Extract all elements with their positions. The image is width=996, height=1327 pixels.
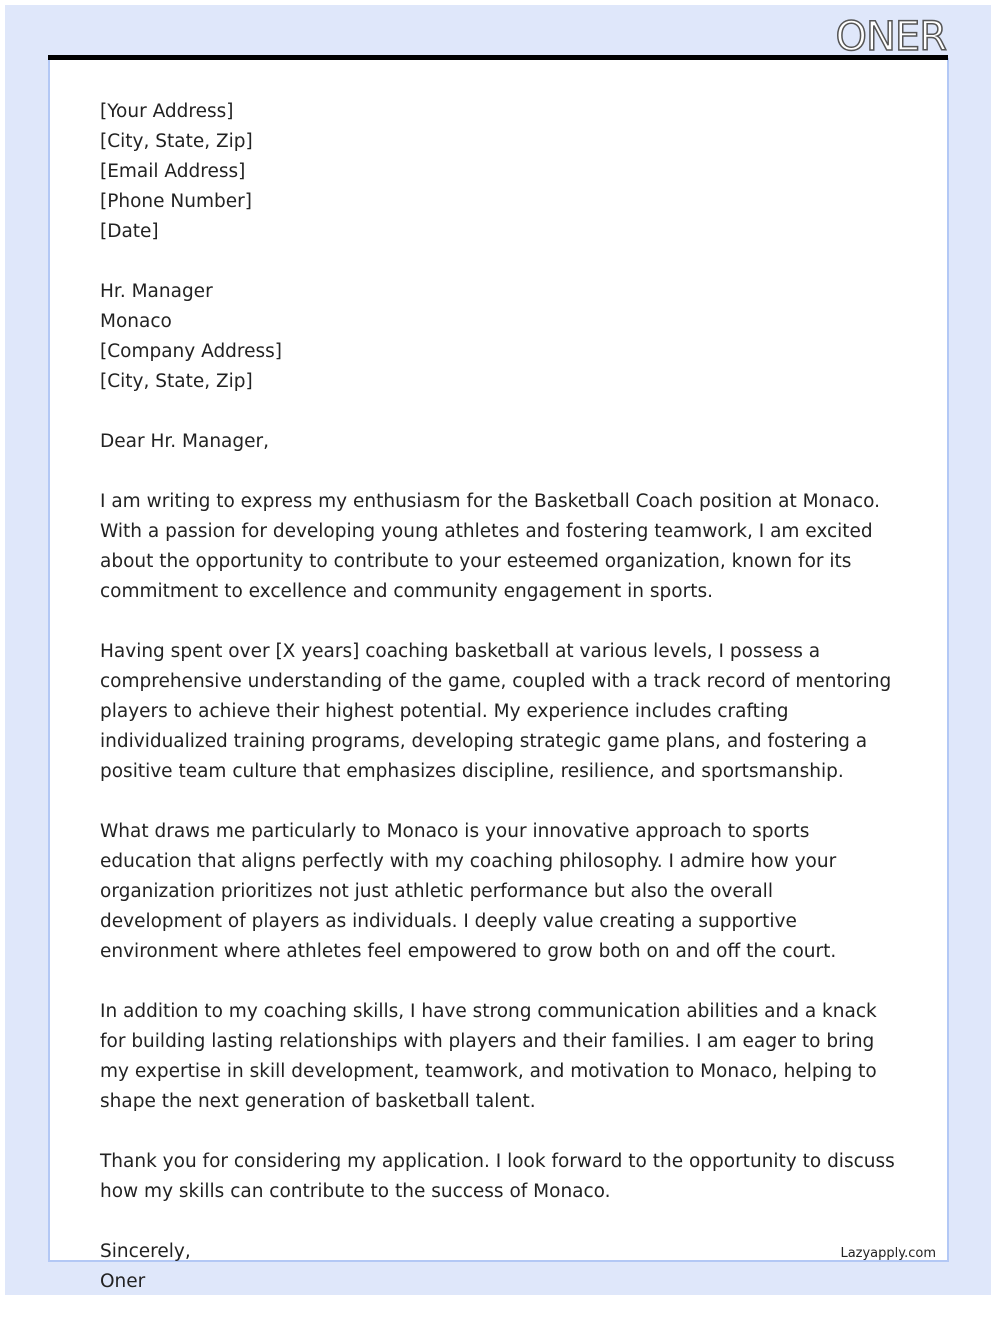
salutation: Dear Hr. Manager, — [100, 431, 270, 452]
sender-email: [Email Address] — [100, 161, 246, 182]
sender-city: [City, State, Zip] — [100, 131, 253, 152]
recipient-address: [Company Address] — [100, 341, 283, 362]
body-paragraph: In addition to my coaching skills, I have strong communication abilities and a knack for building lasting relationships with players and their families. I am eager to bring my expertise in skill development, teamwork, and motivation to Monaco, helping to shape the next generation of basketball talent. — [100, 1001, 877, 1112]
date: [Date] — [100, 221, 159, 242]
body-paragraph: I am writing to express my enthusiasm for the Basketball Coach position at Monaco. With a passion for developing young athletes and fostering teamwork, I am excited about the opportunity to contribute to your esteemed organization, known for its commitment to excellence and community engagement in sports. — [100, 491, 880, 602]
cover-letter — [100, 97, 900, 1327]
body-paragraph: Thank you for considering my application. I look forward to the opportunity to discuss how my skills can contribute to the success of Monaco. — [100, 1151, 895, 1202]
recipient-company: Monaco — [100, 311, 172, 332]
footer-watermark: Lazyapply.com — [840, 1246, 936, 1261]
signature: Oner — [100, 1271, 146, 1292]
closing: Sincerely, — [100, 1241, 191, 1262]
recipient-name: Hr. Manager — [100, 281, 213, 302]
logo: ONER — [835, 14, 946, 60]
sender-block — [100, 97, 900, 247]
body-paragraph: What draws me particularly to Monaco is your innovative approach to sports education that aligns perfectly with my coaching philosophy. I admire how your organization prioritizes not just athletic performance but also the overall development of players as individuals. I deeply value creating a supportive environment where athletes feel empowered to grow both on and off the court. — [100, 821, 837, 962]
closing-block — [100, 1237, 900, 1297]
header-rule — [48, 55, 948, 60]
recipient-block — [100, 277, 900, 397]
recipient-city: [City, State, Zip] — [100, 371, 253, 392]
body-paragraph: Having spent over [X years] coaching basketball at various levels, I possess a comprehensive understanding of the game, coupled with a track record of mentoring players to achieve their highest potential. My experience includes crafting individualized training programs, developing strategic game plans, and fostering a positive team culture that emphasizes discipline, resilience, and sportsmanship. — [100, 641, 892, 782]
sender-phone: [Phone Number] — [100, 191, 252, 212]
sender-address: [Your Address] — [100, 101, 234, 122]
